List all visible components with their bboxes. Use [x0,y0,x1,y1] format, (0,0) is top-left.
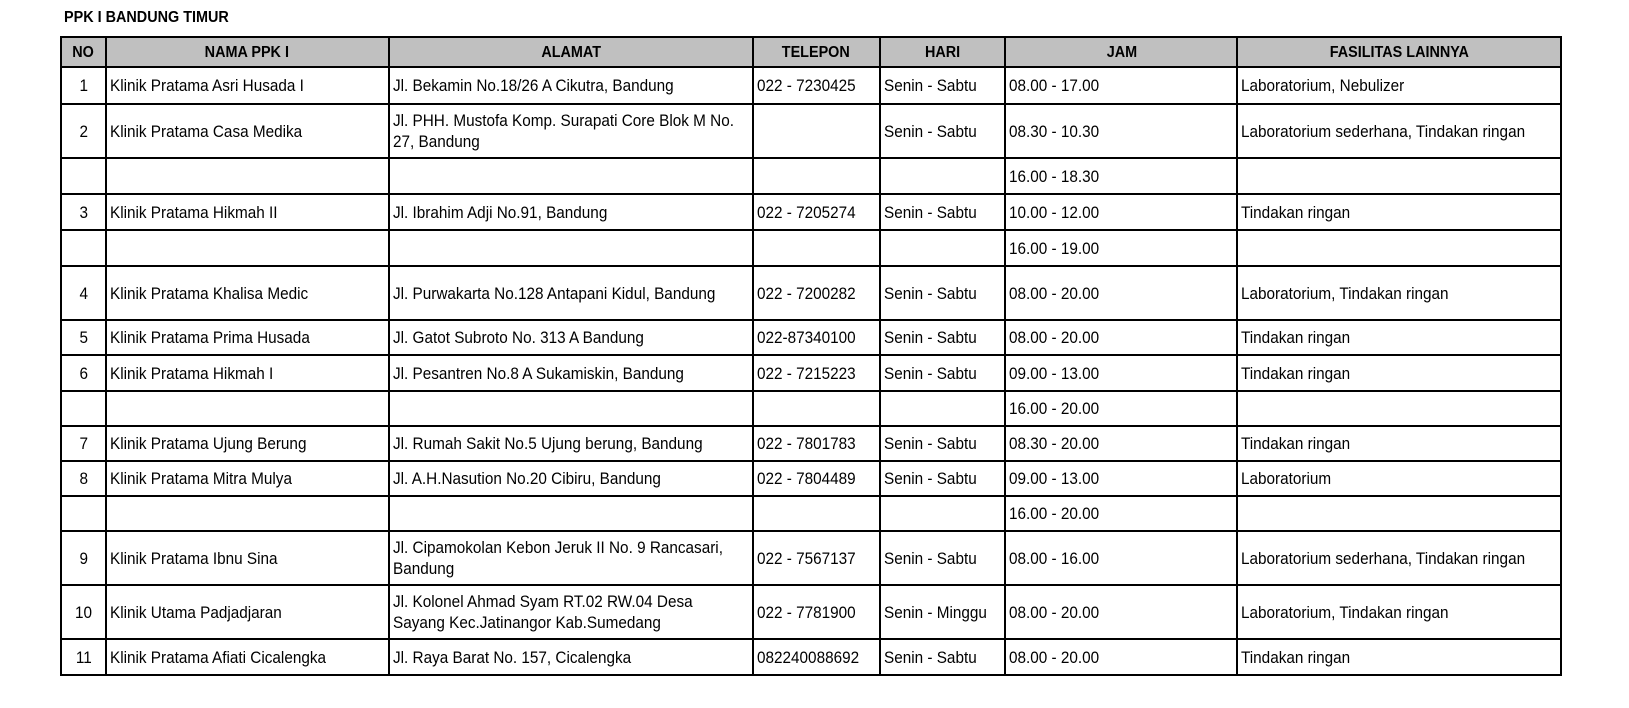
cell-jam-text: 09.00 - 13.00 [1009,469,1100,488]
cell-nama-text: Klinik Pratama Khalisa Medic [109,283,308,303]
cell-nama [106,355,389,391]
cell-telepon [753,230,880,266]
cell-no [61,158,106,194]
cell-telepon-text: 022-87340100 [756,328,856,347]
cell-hari-text: Senin - Sabtu [883,202,977,222]
cell-jam [1005,585,1237,639]
cell-telepon [753,391,880,426]
cell-telepon [753,585,880,639]
header-fasilitas: FASILITAS LAINNYA [1237,37,1561,67]
cell-nama-text: Klinik Pratama Prima Husada [109,328,310,347]
cell-nama [106,461,389,496]
cell-telepon [753,531,880,585]
cell-no [61,496,106,531]
cell-nama [106,158,389,194]
cell-alamat [389,266,753,320]
cell-telepon-text: 022 - 7215223 [756,363,856,383]
cell-nama [106,639,389,675]
cell-alamat [389,585,753,639]
cell-nama-text: Klinik Utama Padjadjaran [109,602,282,622]
cell-no [61,266,106,320]
cell-jam-text: 08.00 - 20.00 [1009,602,1100,622]
cell-alamat-text: Jl. A.H.Nasution No.20 Cibiru, Bandung [392,469,661,488]
cell-alamat [389,461,753,496]
cell-jam [1005,104,1237,158]
cell-fasilitas-text: Laboratorium sederhana, Tindakan ringan [1241,548,1526,568]
cell-jam-text: 16.00 - 19.00 [1009,238,1100,258]
cell-alamat-text: Jl. Purwakarta No.128 Antapani Kidul, Bandung [392,283,716,303]
cell-alamat-text: Jl. Gatot Subroto No. 313 A Bandung [392,328,644,347]
cell-fasilitas [1237,391,1561,426]
cell-telepon [753,158,880,194]
cell-nama [106,104,389,158]
cell-jam [1005,230,1237,266]
cell-hari [880,355,1006,391]
table-row [61,67,1561,104]
cell-jam-text: 16.00 - 20.00 [1009,504,1100,523]
cell-alamat [389,158,753,194]
table-row [61,194,1561,230]
table-row [61,355,1561,391]
cell-alamat-text: Jl. Bekamin No.18/26 A Cikutra, Bandung [392,76,674,95]
cell-jam [1005,158,1237,194]
cell-fasilitas [1237,496,1561,531]
cell-nama-text: Klinik Pratama Afiati Cicalengka [109,647,326,667]
cell-jam-text: 08.00 - 20.00 [1009,283,1100,303]
cell-telepon-text: 022 - 7801783 [756,434,856,453]
cell-nama [106,531,389,585]
cell-nama [106,496,389,531]
table-row [61,426,1561,461]
cell-no [61,531,106,585]
cell-fasilitas [1237,585,1561,639]
cell-jam-text: 10.00 - 12.00 [1009,202,1100,222]
cell-alamat-text: Jl. Raya Barat No. 157, Cicalengka [392,647,631,667]
cell-telepon [753,104,880,158]
cell-alamat [389,104,753,158]
cell-nama [106,230,389,266]
cell-fasilitas-text: Laboratorium, Tindakan ringan [1241,283,1449,303]
table-row [61,496,1561,531]
cell-telepon [753,355,880,391]
cell-no [61,230,106,266]
cell-jam [1005,391,1237,426]
cell-hari-text: Senin - Sabtu [883,548,977,568]
table-row [61,266,1561,320]
header-hari: HARI [880,37,1006,67]
cell-fasilitas [1237,266,1561,320]
cell-no [61,67,106,104]
cell-nama [106,194,389,230]
cell-fasilitas [1237,639,1561,675]
cell-hari [880,531,1006,585]
cell-hari [880,230,1006,266]
cell-hari [880,194,1006,230]
cell-hari [880,158,1006,194]
cell-jam [1005,461,1237,496]
cell-jam [1005,355,1237,391]
cell-alamat [389,391,753,426]
cell-jam [1005,426,1237,461]
cell-telepon [753,320,880,355]
cell-fasilitas-text: Tindakan ringan [1241,647,1351,667]
cell-jam [1005,266,1237,320]
cell-no-text: 6 [79,363,88,383]
cell-fasilitas [1237,67,1561,104]
cell-no [61,320,106,355]
cell-nama [106,266,389,320]
table-header [61,37,1561,67]
cell-jam-text: 08.00 - 20.00 [1009,328,1100,347]
table-row [61,531,1561,585]
cell-nama-text: Klinik Pratama Casa Medika [109,121,302,141]
cell-no-text: 1 [79,76,88,95]
cell-telepon [753,194,880,230]
cell-hari [880,320,1006,355]
cell-nama-text: Klinik Pratama Ujung Berung [109,434,307,453]
table-row [61,230,1561,266]
cell-jam-text: 16.00 - 18.30 [1009,166,1100,186]
cell-telepon-text: 022 - 7205274 [756,202,856,222]
cell-telepon-text: 022 - 7200282 [756,283,856,303]
header-telepon: TELEPON [753,37,880,67]
cell-nama [106,391,389,426]
cell-alamat-text: Jl. PHH. Mustofa Komp. Surapati Core Blok M No. 27, Bandung [392,111,734,151]
cell-fasilitas-text: Laboratorium [1241,469,1332,488]
cell-hari-text: Senin - Sabtu [883,121,977,141]
cell-no-text: 8 [79,469,88,488]
table-body [61,67,1561,675]
cell-nama-text: Klinik Pratama Hikmah II [109,202,278,222]
table-row [61,639,1561,675]
cell-no-text: 2 [79,121,88,141]
cell-jam-text: 08.30 - 20.00 [1009,434,1100,453]
cell-telepon-text: 022 - 7804489 [756,469,856,488]
cell-hari-text: Senin - Sabtu [883,328,977,347]
cell-no [61,426,106,461]
cell-hari-text: Senin - Sabtu [883,469,977,488]
cell-telepon [753,639,880,675]
cell-jam-text: 08.00 - 17.00 [1009,76,1100,95]
cell-hari-text: Senin - Minggu [883,602,987,622]
cell-no [61,391,106,426]
table-row [61,104,1561,158]
cell-fasilitas-text: Laboratorium sederhana, Tindakan ringan [1241,121,1526,141]
cell-fasilitas [1237,355,1561,391]
cell-nama-text: Klinik Pratama Mitra Mulya [109,469,292,488]
header-no: NO [61,37,106,67]
table-row [61,158,1561,194]
cell-hari [880,391,1006,426]
cell-hari-text: Senin - Sabtu [883,647,977,667]
cell-jam-text: 16.00 - 20.00 [1009,399,1100,418]
cell-hari-text: Senin - Sabtu [883,363,977,383]
cell-hari [880,496,1006,531]
cell-alamat [389,355,753,391]
cell-fasilitas [1237,461,1561,496]
cell-alamat-text: Jl. Rumah Sakit No.5 Ujung berung, Bandung [392,434,703,453]
cell-jam-text: 08.30 - 10.30 [1009,121,1100,141]
cell-jam [1005,639,1237,675]
cell-alamat [389,496,753,531]
cell-hari [880,426,1006,461]
cell-nama-text: Klinik Pratama Asri Husada I [109,76,304,95]
cell-no-text: 11 [75,647,92,667]
cell-hari [880,639,1006,675]
cell-jam-text: 09.00 - 13.00 [1009,363,1100,383]
cell-alamat [389,531,753,585]
cell-fasilitas [1237,230,1561,266]
table-row [61,320,1561,355]
cell-no [61,585,106,639]
cell-jam [1005,67,1237,104]
page-title: PPK I BANDUNG TIMUR [64,9,229,26]
cell-fasilitas [1237,426,1561,461]
cell-no [61,194,106,230]
cell-telepon [753,426,880,461]
cell-telepon [753,496,880,531]
cell-jam [1005,320,1237,355]
cell-fasilitas [1237,531,1561,585]
cell-telepon [753,266,880,320]
header-nama: NAMA PPK I [106,37,389,67]
cell-hari-text: Senin - Sabtu [883,283,977,303]
table-row [61,585,1561,639]
cell-alamat [389,194,753,230]
cell-nama-text: Klinik Pratama Ibnu Sina [109,548,278,568]
header-jam: JAM [1005,37,1237,67]
cell-telepon-text: 082240088692 [756,647,859,667]
cell-alamat [389,320,753,355]
cell-telepon-text: 022 - 7567137 [756,548,856,568]
cell-jam [1005,194,1237,230]
cell-fasilitas-text: Tindakan ringan [1241,328,1351,347]
cell-fasilitas [1237,194,1561,230]
cell-alamat-text: Jl. Ibrahim Adji No.91, Bandung [392,202,607,222]
cell-jam [1005,496,1237,531]
cell-nama [106,426,389,461]
cell-hari [880,461,1006,496]
cell-fasilitas [1237,104,1561,158]
cell-alamat-text: Jl. Cipamokolan Kebon Jeruk II No. 9 Rancasari, Bandung [392,538,723,578]
cell-telepon-text: 022 - 7781900 [756,602,856,622]
header-alamat: ALAMAT [389,37,753,67]
cell-alamat [389,426,753,461]
cell-no-text: 7 [79,434,88,453]
cell-alamat [389,67,753,104]
cell-no-text: 5 [79,328,88,347]
cell-telepon [753,67,880,104]
cell-hari [880,266,1006,320]
cell-no [61,639,106,675]
cell-hari-text: Senin - Sabtu [883,434,977,453]
cell-nama [106,67,389,104]
cell-jam-text: 08.00 - 16.00 [1009,548,1100,568]
cell-alamat-text: Jl. Kolonel Ahmad Syam RT.02 RW.04 Desa Sayang Kec.Jatinangor Kab.Sumedang [392,592,693,632]
cell-alamat-text: Jl. Pesantren No.8 A Sukamiskin, Bandung [392,363,684,383]
cell-no [61,104,106,158]
cell-no-text: 3 [79,202,88,222]
cell-fasilitas [1237,158,1561,194]
cell-telepon [753,461,880,496]
cell-alamat [389,639,753,675]
cell-nama-text: Klinik Pratama Hikmah I [109,363,273,383]
ppk-table [60,36,1562,676]
cell-no-text: 9 [79,548,88,568]
cell-hari [880,585,1006,639]
cell-hari [880,67,1006,104]
cell-jam [1005,531,1237,585]
cell-fasilitas-text: Laboratorium, Tindakan ringan [1241,602,1449,622]
cell-no-text: 10 [74,602,92,622]
cell-fasilitas-text: Tindakan ringan [1241,434,1351,453]
table-row [61,461,1561,496]
cell-fasilitas-text: Laboratorium, Nebulizer [1241,76,1405,95]
cell-fasilitas [1237,320,1561,355]
table-row [61,391,1561,426]
cell-nama [106,320,389,355]
cell-jam-text: 08.00 - 20.00 [1009,647,1100,667]
cell-telepon-text: 022 - 7230425 [756,76,856,95]
cell-no-text: 4 [79,283,88,303]
cell-nama [106,585,389,639]
cell-fasilitas-text: Tindakan ringan [1241,363,1351,383]
cell-hari [880,104,1006,158]
cell-fasilitas-text: Tindakan ringan [1241,202,1351,222]
cell-alamat [389,230,753,266]
cell-no [61,461,106,496]
cell-no [61,355,106,391]
cell-hari-text: Senin - Sabtu [883,76,977,95]
